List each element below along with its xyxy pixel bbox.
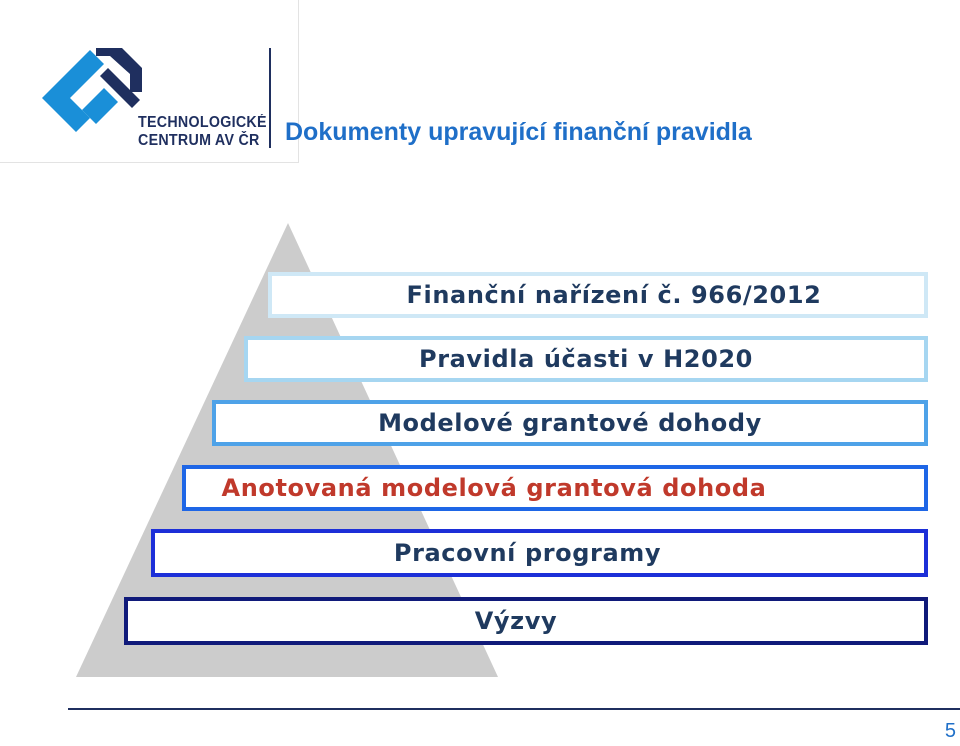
pyramid-level-label: Anotovaná modelová grantová dohoda	[221, 474, 767, 502]
pyramid-level-label: Výzvy	[474, 607, 558, 635]
pyramid-level-5	[151, 529, 928, 577]
logo-text-line2: CENTRUM AV ČR	[138, 132, 260, 149]
pyramid-level-1	[268, 272, 928, 318]
pyramid-level-2	[244, 336, 928, 382]
slide-title: Dokumenty upravující finanční pravidla	[285, 118, 752, 146]
pyramid-level-label: Modelové grantové dohody	[378, 409, 762, 437]
pyramid-level-6	[124, 597, 928, 645]
pyramid-level-label: Pravidla účasti v H2020	[419, 345, 753, 373]
pyramid-level-3	[212, 400, 928, 446]
pyramid-level-label: Finanční nařízení č. 966/2012	[406, 281, 822, 309]
footer-divider	[68, 708, 960, 710]
page-number: 5	[944, 720, 956, 742]
pyramid-level-4	[182, 465, 928, 511]
pyramid-level-label: Pracovní programy	[393, 539, 662, 567]
logo-text-line1: TECHNOLOGICKÉ	[138, 114, 267, 131]
